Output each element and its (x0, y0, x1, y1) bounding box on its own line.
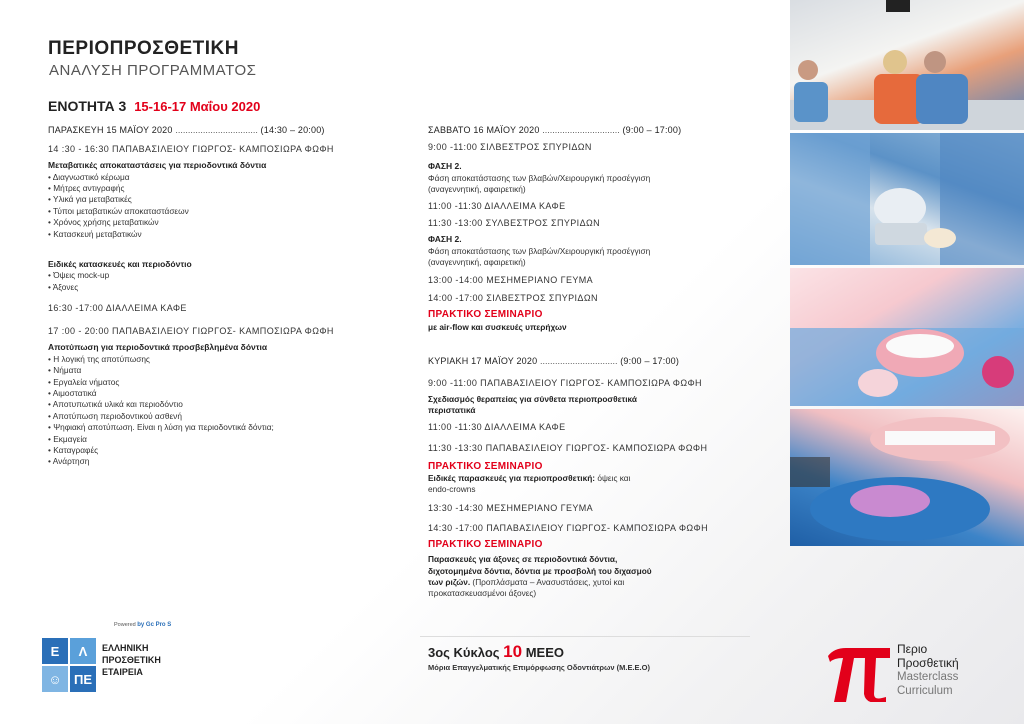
society-name-line: ΕΛΛΗΝΙΚΗ (102, 643, 149, 653)
day-hours: (9:00 – 17:00) (622, 125, 682, 135)
session-time: 14 :30 - 16:30 ΠΑΠΑΒΑΣΙΛΕΙΟΥ ΓΙΩΡΓΟΣ- ΚΑΜΠΟΣΙΩΡΑ ΦΩΦΗ (48, 144, 334, 154)
session-text: με air-flow και συσκευές υπερήχων (428, 322, 567, 333)
friday-day-heading (48, 125, 388, 139)
photo-dental-model-illustration (790, 268, 1024, 406)
session-text-bold: Ειδικές παρασκευές για περιοπροσθετική: (428, 472, 596, 483)
unit-dates: 15-16-17 Μαΐου 2020 (134, 99, 261, 114)
session-topic: Αποτύπωση για περιοδοντικά προσβεβλημένα δόντια (48, 342, 268, 353)
session-time: 9:00 -11:00 ΣΙΛΒΕΣΤΡΟΣ ΣΠΥΡΙΔΩΝ (428, 142, 592, 152)
list-item: • Καταγραφές (48, 445, 99, 455)
session-topic: Μεταβατικές αποκαταστάσεις για περιοδοντικά δόντια (48, 160, 267, 170)
session-text: Παρασκευές για άξονες σε περιοδοντικά δόντια, (428, 554, 618, 565)
photo-lecture-illustration (790, 0, 1024, 130)
photo-impression-illustration (790, 409, 1024, 546)
session-text: διχοτομημένα δόντια, δόντια με προσβολή του διχασμού (428, 565, 652, 576)
society-name-line: ΕΤΑΙΡΕΙΑ (102, 667, 143, 677)
session-text: Φάση αποκατάστασης των βλαβών/Χειρουργική προσέγγιση (428, 245, 651, 256)
session-text: Σχεδιασμός θεραπείας για σύνθετα περιοπροσθετικά (428, 393, 637, 404)
list-item: • Ανάρτηση (48, 456, 90, 467)
logo-letter-e: Ε (83, 671, 93, 687)
brand-line: Περιο (897, 642, 928, 656)
session-text: προκατασκευασμένοι άξονες) (428, 588, 537, 599)
session-text-bold: των ριζών. (428, 576, 471, 587)
cycle-credits (428, 642, 564, 662)
weekend-column (428, 125, 758, 600)
powered-by (114, 622, 171, 628)
society-logo (40, 622, 180, 694)
saturday-day-heading (428, 125, 758, 139)
phase-label: ΦΑΣΗ 2. (428, 161, 462, 171)
session-time: 11:30 -13:30 ΠΑΠΑΒΑΣΙΛΕΙΟΥ ΓΙΩΡΓΟΣ- ΚΑΜΠΟΣΙΩΡΑ ΦΩΦΗ (428, 443, 708, 454)
session-topic: Ειδικές κατασκευές και περιοδόντιο (48, 258, 192, 269)
bullet-list (48, 270, 388, 293)
practical-seminar-heading: ΠΡΑΚΤΙΚΟ ΣΕΜΙΝΑΡΙΟ (428, 538, 543, 550)
bullet-list (48, 354, 388, 468)
brand-line: Curriculum (897, 685, 953, 697)
meeo-description: Μόρια Επαγγελματικής Επιμόρφωσης Οδοντιάτρων (Μ.Ε.Ε.Ο) (428, 663, 650, 672)
day-hours: (14:30 – 20:00) (260, 125, 325, 135)
list-item: • Χρόνος χρήσης μεταβατικών (48, 217, 159, 228)
photo-impression (790, 409, 1024, 546)
logo-letter: Λ (70, 638, 96, 664)
session-text: (αναγεννητική, αφαιρετική) (428, 257, 526, 268)
friday-column (48, 125, 388, 468)
practical-seminar-heading: ΠΡΑΚΤΙΚΟ ΣΕΜΙΝΑΡΙΟ (428, 461, 543, 473)
unit-heading (48, 98, 260, 114)
photo-dental-model (790, 268, 1024, 406)
photo-strip (790, 0, 1024, 546)
phase-label: ΦΑΣΗ 2. (428, 234, 462, 245)
footer-divider (420, 636, 750, 637)
session-text: περιστατικά (428, 404, 476, 415)
practical-seminar-heading: ΠΡΑΚΤΙΚΟ ΣΕΜΙΝΑΡΙΟ (428, 308, 543, 320)
session-time: 17 :00 - 20:00 ΠΑΠΑΒΑΣΙΛΕΙΟΥ ΓΙΩΡΓΟΣ- ΚΑΜΠΟΣΙΩΡΑ ΦΩΦΗ (48, 326, 334, 337)
logo-letter-pi: Π (73, 671, 84, 687)
cycle-prefix: 3ος Κύκλος (428, 645, 500, 660)
list-item: • Άξονες (48, 281, 79, 292)
list-item: • Η λογική της αποτύπωσης (48, 353, 150, 364)
dot-leader: ............................... (542, 125, 620, 135)
session-text-rest: (Προπλάσματα – Ανασυστάσεις, χυτοί και (470, 576, 625, 587)
day-hours: (9:00 – 17:00) (620, 355, 680, 366)
session-text (428, 577, 758, 588)
dot-leader: ............................... (540, 355, 618, 366)
session-time: 9:00 -11:00 ΠΑΠΑΒΑΣΙΛΕΙΟΥ ΓΙΩΡΓΟΣ- ΚΑΜΠΟΣΙΩΡΑ ΦΩΦΗ (428, 377, 702, 388)
session-text: endo-crowns (428, 484, 476, 495)
session-time: 14:00 -17:00 ΣΙΛΒΕΣΤΡΟΣ ΣΠΥΡΙΔΩΝ (428, 292, 598, 303)
page-title: ΠΕΡΙΟΠΡΟΣΘΕΤΙΚΗ (48, 38, 239, 59)
powered-label: Powered (114, 622, 136, 628)
session-time: 11:00 -11:30 ΔΙΑΛΛΕΙΜΑ ΚΑΦΕ (428, 201, 566, 212)
unit-label: ΕΝΟΤΗΤΑ 3 (48, 98, 127, 114)
photo-lecture (790, 0, 1024, 130)
bullet-list (48, 172, 388, 240)
dot-leader: ................................. (175, 125, 258, 135)
brand-line: Προσθετική (897, 656, 959, 670)
session-time: 14:30 -17:00 ΠΑΠΑΒΑΣΙΛΕΙΟΥ ΓΙΩΡΓΟΣ- ΚΑΜΠΟΣΙΩΡΑ ΦΩΦΗ (428, 522, 709, 533)
session-time: 16:30 -17:00 ΔΙΑΛΛΕΙΜΑ ΚΑΦΕ (48, 303, 187, 314)
list-item: • Ψηφιακή αποτύπωση. Είναι η λύση για περιοδοντικά δόντια; (48, 422, 274, 433)
cycle-number: 10 (503, 642, 523, 661)
list-item: • Όψεις mock-up (48, 270, 110, 281)
list-item: • Μήτρες αντιγραφής (48, 182, 125, 193)
page-subtitle: ΑΝΑΛΥΣΗ ΠΡΟΓΡΑΜΜΑΤΟΣ (49, 62, 257, 79)
session-text: Φάση αποκατάστασης των βλαβών/Χειρουργική προσέγγιση (428, 172, 651, 183)
sunday-day-heading (428, 356, 758, 370)
list-item: • Υλικά για μεταβατικές (48, 194, 132, 205)
session-text: (αναγεννητική, αφαιρετική) (428, 183, 526, 194)
list-item: • Τύποι μεταβατικών αποκαταστάσεων (48, 205, 189, 216)
session-time: 13:00 -14:00 ΜΕΣΗΜΕΡΙΑΝΟ ΓΕΥΜΑ (428, 274, 594, 285)
logo-face-icon: ☺ (42, 666, 68, 692)
society-name-line: ΠΡΟΣΘΕΤΙΚΗ (102, 655, 161, 665)
list-item: • Διαγνωστικό κέρωμα (48, 171, 130, 182)
brand-text (897, 642, 959, 698)
society-name (102, 642, 161, 678)
list-item: • Εργαλεία νήματος (48, 376, 120, 387)
session-text (428, 473, 758, 484)
session-time: 11:30 -13:00 ΣΥΛΒΕΣΤΡΟΣ ΣΠΥΡΙΔΩΝ (428, 218, 601, 229)
session-time: 11:00 -11:30 ΔΙΑΛΛΕΙΜΑ ΚΑΦΕ (428, 422, 566, 433)
logo-letter (70, 666, 96, 692)
list-item: • Εκμαγεία (48, 433, 87, 444)
cycle-suffix: ΜΕΕΟ (525, 645, 564, 660)
list-item: • Αποτυπωτικά υλικά και περιοδόντιο (48, 399, 183, 410)
list-item: • Αιμοστατικά (48, 387, 97, 398)
list-item: • Νήματα (48, 365, 82, 376)
logo-letter: Ε (42, 638, 68, 664)
day-name: ΠΑΡΑΣΚΕΥΗ 15 ΜΑΪΟΥ 2020 (48, 125, 173, 135)
brand-line: Masterclass (897, 671, 959, 683)
list-item: • Κατασκευή μεταβατικών (48, 228, 142, 239)
photo-workshop-illustration (790, 133, 1024, 265)
photo-workshop (790, 133, 1024, 265)
session-time: 13:30 -14:30 ΜΕΣΗΜΕΡΙΑΝΟ ΓΕΥΜΑ (428, 502, 594, 513)
pi-logo-icon (824, 642, 894, 702)
day-name: ΣΑΒΒΑΤΟ 16 ΜΑΪΟΥ 2020 (428, 125, 540, 135)
session-text-rest: όψεις και (595, 472, 631, 483)
day-name: ΚΥΡΙΑΚΗ 17 ΜΑΪΟΥ 2020 (428, 355, 538, 366)
list-item: • Αποτύπωση περιοδοντικού ασθενή (48, 410, 182, 421)
powered-brand: by Gc Pro S (137, 622, 172, 628)
